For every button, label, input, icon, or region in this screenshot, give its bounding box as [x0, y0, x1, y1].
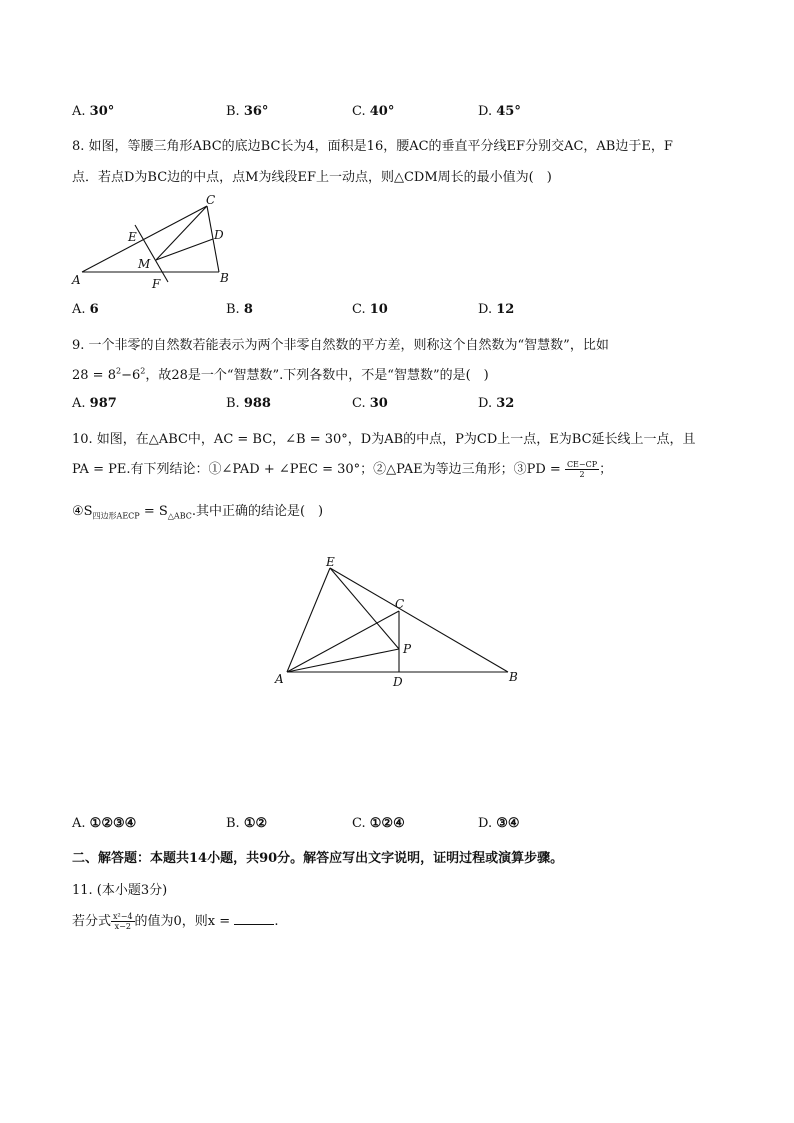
q9-line-1: 9. 一个非零的自然数若能表示为两个非零自然数的平方差，则称这个自然数为“智慧数”，比如: [72, 338, 609, 353]
q7-option-c: C. 40°: [352, 104, 395, 119]
q8-label-a: A: [72, 273, 81, 287]
q8-option-c: C. 10: [352, 302, 388, 317]
q10-label-c: C: [395, 597, 405, 611]
q10-line-2: PA = PE.有下列结论：①∠PAD + ∠PEC = 30°；②△PAE为等边三角形；③PD = $\frac{CE-CP}{2}$ ；: [72, 460, 613, 479]
q7-option-a: A. 30°: [72, 104, 115, 119]
q8-line-1: 8. 如图，等腰三角形ABC的底边BC长为4，面积是16，腰AC的垂直平分线EF分别交AC，AB边于E，F: [72, 139, 673, 154]
q10-line-3: $④S_{四边形AECP} = S_{\triangle ABC}$.其中正确的结论是( ): [72, 504, 324, 521]
q8-triangle-figure: [70, 192, 255, 292]
q9-option-b: B. 988: [226, 396, 271, 411]
q8-line-2: 点．若点D为BC边的中点，点M为线段EF上一动点，则△CDM周长的最小值为( ): [72, 170, 552, 185]
q10-segment-ae: [287, 568, 330, 672]
q7-option-b: B. 36°: [226, 104, 269, 119]
q10-side-ac: [287, 611, 399, 672]
q10-label-e: E: [326, 555, 335, 569]
q10-segment-ap: [287, 649, 399, 672]
q8-segment-cm: [156, 206, 207, 260]
q8-label-e: E: [128, 230, 137, 244]
q10-line-1: 10. 如图，在△ABC中，AC = BC，∠B = 30°，D为AB的中点，P为CD上一点，E为BC延长线上一点，且: [72, 432, 696, 447]
q8-option-a: A. 6: [72, 302, 99, 317]
q10-option-c: C. ①②④: [352, 816, 405, 831]
q10-line-eb: [330, 568, 508, 672]
q8-label-c: C: [206, 193, 216, 207]
q7-option-d: D. 45°: [478, 104, 521, 119]
q10-option-a: A. ①②③④: [72, 816, 137, 831]
q8-option-d: D. 12: [478, 302, 515, 317]
q10-label-d: D: [393, 675, 403, 689]
q11-answer-blank[interactable]: [234, 924, 274, 925]
q8-segment-md: [156, 239, 213, 260]
q10-option-d: D. ③④: [478, 816, 520, 831]
q11-text: 若分式 $\frac{\text{x²−4}}{x-2}$ 的值为0，则x = .: [72, 912, 279, 931]
q9-option-c: C. 30: [352, 396, 388, 411]
q11-label: 11. (本小题3分): [72, 883, 168, 898]
q8-label-m: M: [138, 257, 151, 271]
q8-line-ef: [135, 225, 168, 282]
q10-label-p: P: [403, 642, 412, 656]
q8-label-f: F: [152, 277, 161, 291]
section-2-heading: 二、解答题：本题共14小题，共90分。解答应写出文字说明，证明过程或演算步骤。: [72, 851, 564, 866]
q9-line-2: $28 = 8^2-6^2$，故28是一个“智慧数”.下列各数中，不是“智慧数”的是( ): [72, 366, 489, 383]
q8-option-b: B. 8: [226, 302, 253, 317]
q10-label-b: B: [509, 670, 518, 684]
q10-label-a: A: [275, 672, 284, 686]
q10-fraction: $\frac{CE-CP}{2}$: [566, 460, 598, 479]
q10-triangle-figure: [268, 552, 528, 692]
q8-label-b: B: [220, 271, 229, 285]
q9-option-a: A. 987: [72, 396, 117, 411]
q10-option-b: B. ①②: [226, 816, 268, 831]
q10-segment-ep: [330, 568, 399, 649]
q11-fraction: $\frac{\text{x²−4}}{x-2}$: [113, 912, 133, 931]
q9-option-d: D. 32: [478, 396, 515, 411]
q8-label-d: D: [214, 228, 224, 242]
